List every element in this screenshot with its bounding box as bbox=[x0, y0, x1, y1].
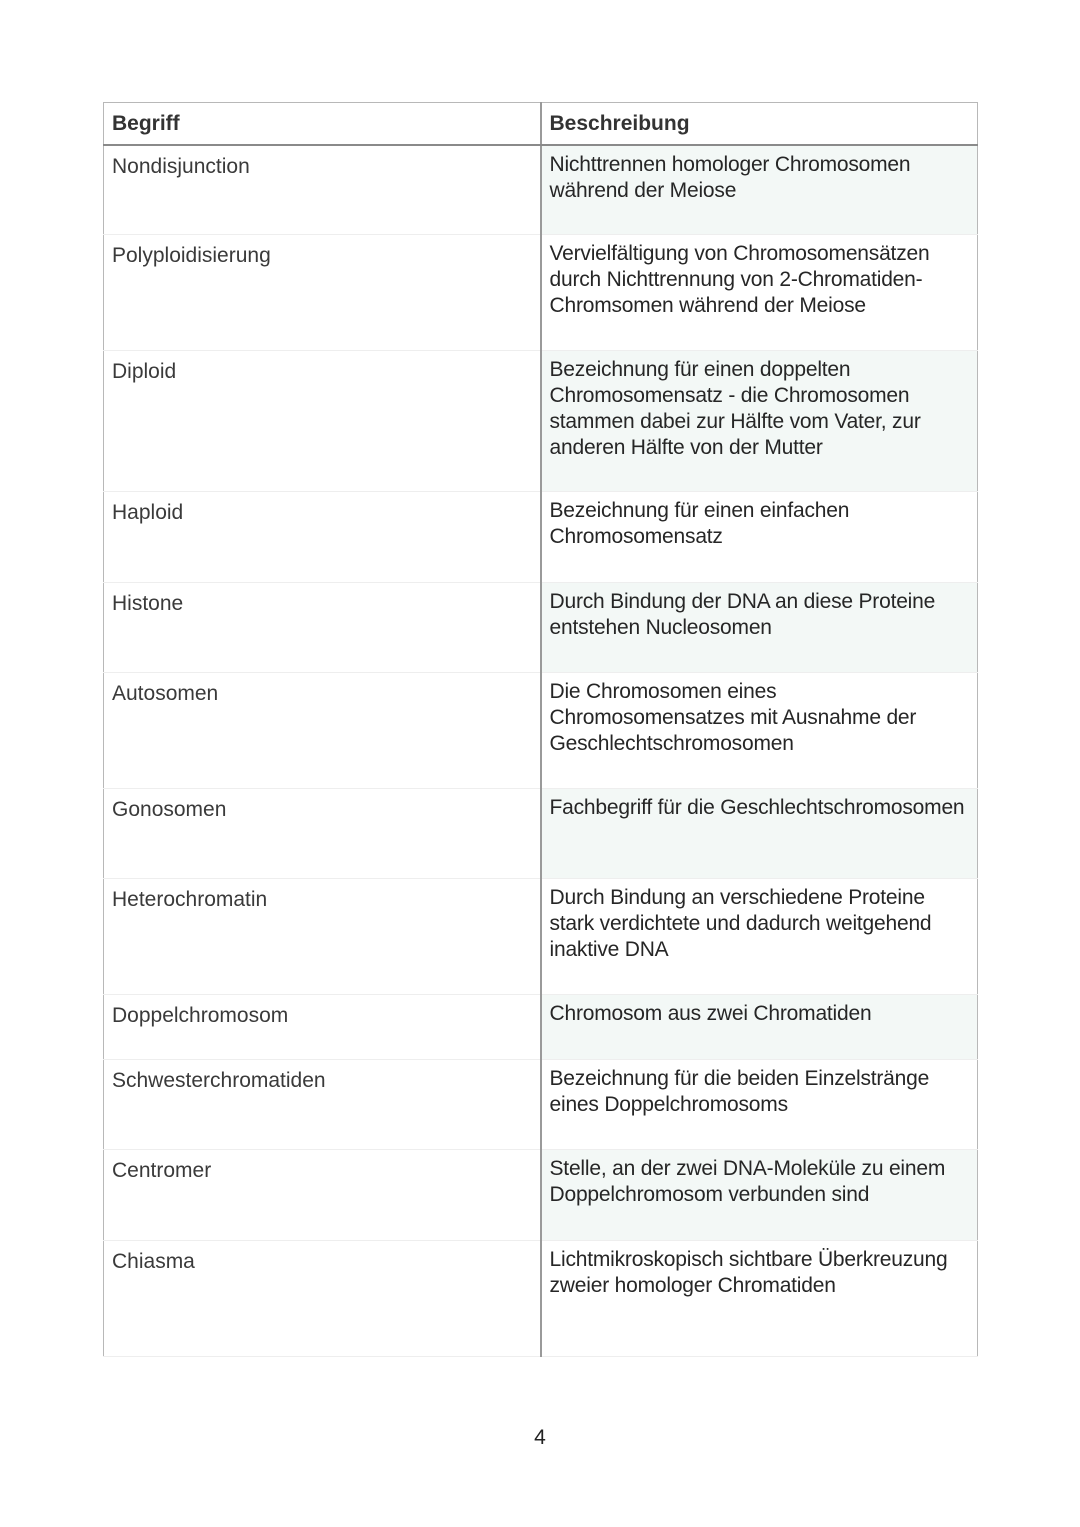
term-cell: Centromer bbox=[104, 1150, 541, 1241]
description-cell: Bezeichnung für einen doppelten Chromosomensatz - die Chromosomen stammen dabei zur Hälfte vom Vater, zur anderen Hälfte von der Mutter bbox=[541, 351, 978, 492]
glossary-table bbox=[103, 102, 978, 1357]
table-row bbox=[104, 673, 978, 789]
table-row bbox=[104, 492, 978, 583]
table-row bbox=[104, 1241, 978, 1357]
table-row bbox=[104, 789, 978, 879]
term-cell: Gonosomen bbox=[104, 789, 541, 879]
term-cell: Polyploidisierung bbox=[104, 235, 541, 351]
table-row bbox=[104, 1150, 978, 1241]
description-cell: Durch Bindung der DNA an diese Proteine entstehen Nucleosomen bbox=[541, 583, 978, 673]
table-row bbox=[104, 351, 978, 492]
description-cell: Fachbegriff für die Geschlechtschromosomen bbox=[541, 789, 978, 879]
description-cell: Bezeichnung für die beiden Einzelstränge eines Doppelchromosoms bbox=[541, 1060, 978, 1150]
term-cell: Histone bbox=[104, 583, 541, 673]
term-cell: Chiasma bbox=[104, 1241, 541, 1357]
table-header-row bbox=[104, 103, 978, 145]
term-cell: Doppelchromosom bbox=[104, 995, 541, 1060]
description-cell: Lichtmikroskopisch sichtbare Überkreuzung zweier homologer Chromatiden bbox=[541, 1241, 978, 1357]
term-cell: Autosomen bbox=[104, 673, 541, 789]
table-row bbox=[104, 995, 978, 1060]
table-row bbox=[104, 879, 978, 995]
term-cell: Schwesterchromatiden bbox=[104, 1060, 541, 1150]
page-number: 4 bbox=[534, 1426, 546, 1449]
description-cell: Vervielfältigung von Chromosomensätzen durch Nichttrennung von 2-Chromatiden-Chromsomen während der Meiose bbox=[541, 235, 978, 351]
table-row bbox=[104, 235, 978, 351]
term-cell: Nondisjunction bbox=[104, 145, 541, 235]
description-cell: Chromosom aus zwei Chromatiden bbox=[541, 995, 978, 1060]
table-row bbox=[104, 583, 978, 673]
column-header-term: Begriff bbox=[104, 103, 541, 145]
table-row bbox=[104, 145, 978, 235]
description-cell: Bezeichnung für einen einfachen Chromosomensatz bbox=[541, 492, 978, 583]
description-cell: Stelle, an der zwei DNA-Moleküle zu einem Doppelchromosom verbunden sind bbox=[541, 1150, 978, 1241]
description-cell: Nichttrennen homologer Chromosomen während der Meiose bbox=[541, 145, 978, 235]
term-cell: Heterochromatin bbox=[104, 879, 541, 995]
term-cell: Haploid bbox=[104, 492, 541, 583]
description-cell: Die Chromosomen eines Chromosomensatzes mit Ausnahme der Geschlechtschromosomen bbox=[541, 673, 978, 789]
term-cell: Diploid bbox=[104, 351, 541, 492]
description-cell: Durch Bindung an verschiedene Proteine stark verdichtete und dadurch weitgehend inaktive DNA bbox=[541, 879, 978, 995]
table-row bbox=[104, 1060, 978, 1150]
column-header-description: Beschreibung bbox=[541, 103, 978, 145]
